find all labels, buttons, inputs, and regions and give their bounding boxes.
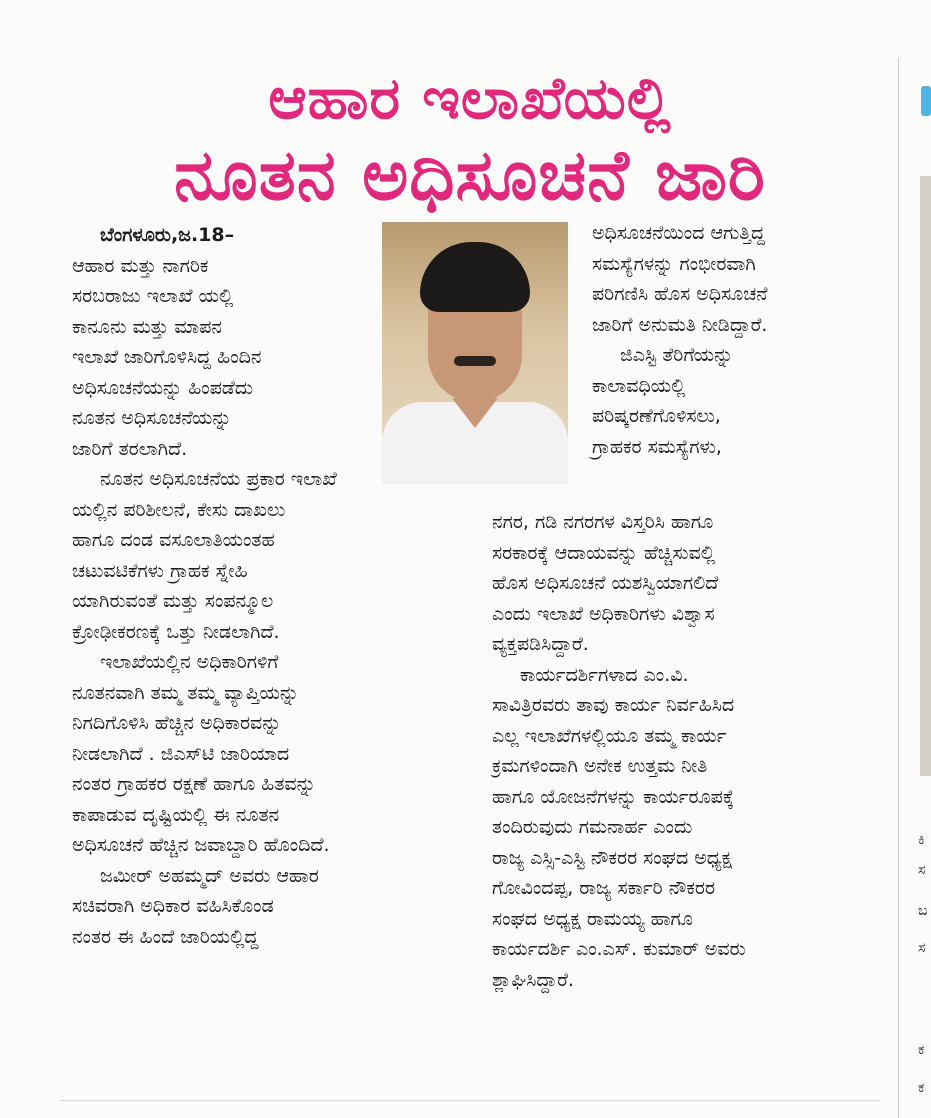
text-line: ನೀಡಲಾಗಿದೆ . ಜಿಎಸ್‌ಟಿ ಜಾರಿಯಾದ <box>72 742 290 765</box>
text-line: ಜಾರಿಗೆ ಅನುಮತಿ ನೀಡಿದ್ದಾರೆ. <box>592 313 768 336</box>
text-line: ಕಾಲಾವಧಿಯಲ್ಲಿ <box>592 374 686 397</box>
text-line: ಕಾರ್ಯದರ್ಶಿಗಳಾದ ಎಂ.ವಿ. <box>520 663 689 686</box>
text-line: ಹೊಸ ಅಧಿಸೂಚನೆ ಯಶಸ್ವಿಯಾಗಲಿದೆ <box>492 572 719 594</box>
column-divider <box>898 58 899 1118</box>
text-line: ಸಂಘದ ಅಧ್ಯಕ್ಷ ರಾಮಯ್ಯ ಹಾಗೂ <box>492 907 693 930</box>
text-line: ಸರಕಾರಕ್ಕೆ ಆದಾಯವನ್ನು ಹೆಚ್ಚಿಸುವಲ್ಲಿ <box>492 541 716 564</box>
text-line: ರಾಜ್ಯ ಎಸ್ಸಿ-ಎಸ್ಟಿ ನೌಕರರ ಸಂಘದ ಅಧ್ಯಕ್ಷ <box>492 846 732 869</box>
text-line: ಅಧಿಸೂಚನೆ ಹೆಚ್ಚಿನ ಜವಾಬ್ದಾರಿ ಹೊಂದಿದೆ. <box>72 834 330 856</box>
text-line: ನಗರ, ಗಡಿ ನಗರಗಳ ವಿಸ್ತರಿಸಿ ಹಾಗೂ <box>492 511 714 533</box>
text-line: ಜಿಎಸ್ಟಿ ತೆರಿಗೆಯನ್ನು <box>620 344 734 366</box>
text-line: ಸಮಸ್ಯೆಗಳನ್ನು ಗಂಭೀರವಾಗಿ <box>592 252 756 275</box>
text-line: ತಂದಿರುವುದು ಗಮನಾರ್ಹ ಎಂದು <box>492 816 693 838</box>
text-line: ಹಾಗೂ ದಂಡ ವಸೂಲಾತಿಯಂತಹ <box>72 529 275 551</box>
text-line: ಎಂದು ಇಲಾಖೆ ಅಧಿಕಾರಿಗಳು ವಿಶ್ವಾಸ <box>492 602 715 625</box>
adjacent-text-fragment: ಸ <box>918 940 926 956</box>
text-line: ಕಾರ್ಯದರ್ಶಿ ಎಂ.ಎಸ್. ಕುಮಾರ್ ಅವರು <box>492 938 746 960</box>
text-line: ಗೋವಿಂದಪ್ಪ, ರಾಜ್ಯ ಸರ್ಕಾರಿ ನೌಕರರ <box>492 877 716 899</box>
text-line: ಗ್ರಾಹಕರ ಸಮಸ್ಯೆಗಳು, <box>592 435 722 458</box>
text-line: ಇಲಾಖೆ ಜಾರಿಗೊಳಿಸಿದ್ದ ಹಿಂದಿನ <box>72 346 262 368</box>
text-line: ಯಲ್ಲಿನ ಪರಿಶೀಲನೆ, ಕೇಸು ದಾಖಲು <box>72 498 286 521</box>
text-line: ನಂತರ ಈ ಹಿಂದೆ ಜಾರಿಯಲ್ಲಿದ್ದ <box>72 925 259 948</box>
article-right-top-column <box>592 218 768 462</box>
text-line: ಪರಿಗಣಿಸಿ ಹೊಸ ಅಧಿಸೂಚನೆ <box>592 283 768 305</box>
text-line: ಹಾಗೂ ಯೋಜನೆಗಳನ್ನು ಕಾರ್ಯರೂಪಕ್ಕೆ <box>492 785 734 808</box>
text-line: ಇಲಾಖೆಯಲ್ಲಿನ ಅಧಿಕಾರಿಗಳಿಗೆ <box>100 651 279 673</box>
text-line: ಯಾಗಿರುವಂತೆ ಮತ್ತು ಸಂಪನ್ಮೂಲ <box>72 590 274 612</box>
adjacent-photo-edge <box>920 176 931 776</box>
text-line: ಜಮೀರ್ ಅಹಮ್ಮದ್ ಅವರು ಆಹಾರ <box>100 864 319 887</box>
text-line: ಸಚಿವರಾಗಿ ಅಧಿಕಾರ ವಹಿಸಿಕೊಂಡ <box>72 895 274 917</box>
article-left-column <box>72 220 337 952</box>
bottom-rule <box>60 1100 880 1101</box>
minister-portrait-photo <box>382 222 568 484</box>
text-line: ಅಧಿಸೂಚನೆಯಿಂದ ಆಗುತ್ತಿದ್ದ <box>592 222 765 244</box>
adjacent-text-fragment: ಕಿ <box>918 832 925 848</box>
text-line: ನೂತನವಾಗಿ ತಮ್ಮ ತಮ್ಮ ವ್ಯಾಪ್ತಿಯನ್ನು <box>72 681 300 704</box>
text-line: ನೂತನ ಅಧಿಸೂಚನೆಯ ಪ್ರಕಾರ ಇಲಾಖೆ <box>100 468 337 490</box>
text-line: ಆಹಾರ ಮತ್ತು ನಾಗರಿಕ <box>72 254 209 277</box>
text-line: ಎಲ್ಲ ಇಲಾಖೆಗಳಲ್ಲಿಯೂ ತಮ್ಮ ಕಾರ್ಯ <box>492 724 727 747</box>
text-line: ನಿಗದಿಗೊಳಿಸಿ ಹೆಚ್ಚಿನ ಅಧಿಕಾರವನ್ನು <box>72 712 282 734</box>
adjacent-text-fragment: ಕ <box>918 1080 925 1096</box>
article-right-column <box>492 507 746 995</box>
adjacent-text-fragment: ಕ <box>918 1042 925 1058</box>
text-line: ಕಾನೂನು ಮತ್ತು ಮಾಪನ <box>72 315 222 338</box>
text-line: ಅಧಿಸೂಚನೆಯನ್ನು ಹಿಂಪಡೆದು <box>72 376 254 399</box>
text-line: ಸರಬರಾಜು ಇಲಾಖೆ ಯಲ್ಲಿ <box>72 285 234 307</box>
text-line: ನಂತರ ಗ್ರಾಹಕರ ರಕ್ಷಣೆ ಹಾಗೂ ಹಿತವನ್ನು <box>72 773 316 795</box>
text-line: ಸಾವಿತ್ರಿರವರು ತಾವು ಕಾರ್ಯ ನಿರ್ವಹಿಸಿದ <box>492 694 735 716</box>
dateline: ಬೆಂಗಳೂರು,ಜ.18– <box>100 224 235 246</box>
text-line: ಪರಿಷ್ಕರಣೆಗೊಳಿಸಲು, <box>592 405 721 427</box>
headline-line-2: ನೂತನ ಅಧಿಸೂಚನೆ ಜಾರಿ <box>174 134 766 216</box>
headline-line-1: ಆಹಾರ ಇಲಾಖೆಯಲ್ಲಿ <box>268 64 672 132</box>
text-line: ಕ್ರೋಢೀಕರಣಕ್ಕೆ ಒತ್ತು ನೀಡಲಾಗಿದೆ. <box>72 620 280 643</box>
adjacent-text-fragment: ಸ <box>918 862 926 878</box>
text-line: ಕ್ರಮಗಳಿಂದಾಗಿ ಅನೇಕ ಉತ್ತಮ ನೀತಿ <box>492 755 708 777</box>
text-line: ಚಟುವಟಿಕೆಗಳು ಗ್ರಾಹಕ ಸ್ನೇಹಿ <box>72 559 248 582</box>
text-line: ಜಾರಿಗೆ ತರಲಾಗಿದೆ. <box>72 437 188 460</box>
text-line: ವ್ಯಕ್ತಪಡಿಸಿದ್ದಾರೆ. <box>492 633 589 655</box>
adjacent-text-fragment: ಬ <box>918 903 928 919</box>
adjacent-article-edge <box>921 86 931 116</box>
text-line: ನೂತನ ಅಧಿಸೂಚನೆಯನ್ನು <box>72 407 232 429</box>
text-line: ಕಾಪಾಡುವ ದೃಷ್ಟಿಯಲ್ಲಿ ಈ ನೂತನ <box>72 803 280 826</box>
text-line: ಶ್ಲಾಘಿಸಿದ್ದಾರೆ. <box>492 968 574 991</box>
